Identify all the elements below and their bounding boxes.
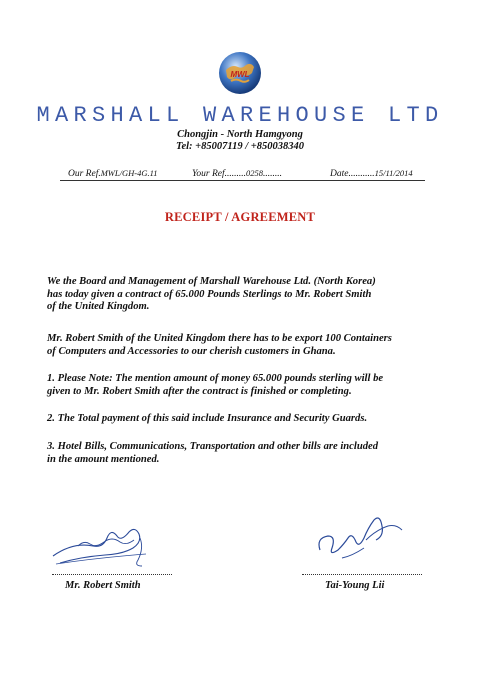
your-ref-value: 0258 xyxy=(246,168,264,178)
your-ref-label: Your Ref xyxy=(192,169,225,179)
paragraph-line: Mr. Robert Smith of the United Kingdom there has to be export 100 Containers xyxy=(47,333,392,344)
paragraph-line: 2. The Total payment of this said include Insurance and Security Guards. xyxy=(47,413,368,424)
paragraph-3 xyxy=(47,373,477,398)
our-ref-label: Our Ref. xyxy=(68,169,101,179)
paragraph-line: given to Mr. Robert Smith after the contract is finished or completing. xyxy=(47,385,352,397)
paragraph-line: We the Board and Management of Marshall Warehouse Ltd. (North Korea) xyxy=(47,276,376,287)
company-phone: Tel: +85007119 / +850038340 xyxy=(176,141,304,152)
company-address: Chongjin - North Hamgyong xyxy=(177,129,303,140)
document-title: RECEIPT / AGREEMENT xyxy=(164,210,316,224)
paragraph-1 xyxy=(47,276,477,314)
date-value: 15/11/2014 xyxy=(374,168,413,178)
paragraph-2 xyxy=(47,333,477,358)
paragraph-4 xyxy=(47,413,477,426)
date: Date...........15/11/2014 xyxy=(330,168,413,179)
signature-line-left xyxy=(52,574,172,575)
signature-tai-young-lii xyxy=(312,512,412,570)
paragraph-line: 1. Please Note: The mention amount of money 65.000 pounds sterling will be xyxy=(47,373,384,384)
our-ref-value: MWL/GH-4G.11 xyxy=(100,168,158,178)
paragraph-line: of Computers and Accessories to our cherish customers in Ghana. xyxy=(47,345,336,357)
signature-robert-smith xyxy=(48,524,163,574)
signature-line-right xyxy=(302,574,422,575)
paragraph-line: in the amount mentioned. xyxy=(47,453,160,465)
company-logo xyxy=(217,50,263,96)
paragraph-line: of the United Kingdom. xyxy=(47,301,150,313)
date-label: Date xyxy=(330,169,349,179)
our-ref xyxy=(68,168,157,179)
signer-name-left: Mr. Robert Smith xyxy=(65,580,141,591)
your-ref: Your Ref.........0258........ xyxy=(192,168,283,179)
company-name: MARSHALL WAREHOUSE LTD xyxy=(36,103,444,128)
signer-name-right: Tai-Young Lii xyxy=(325,580,385,591)
paragraph-line: has today given a contract of 65.000 Pounds Sterlings to Mr. Robert Smith xyxy=(47,288,372,300)
paragraph-5 xyxy=(47,441,477,466)
svg-text:MWL: MWL xyxy=(230,70,250,79)
paragraph-line: 3. Hotel Bills, Communications, Transportation and other bills are included xyxy=(47,441,379,452)
header-divider xyxy=(60,180,425,181)
